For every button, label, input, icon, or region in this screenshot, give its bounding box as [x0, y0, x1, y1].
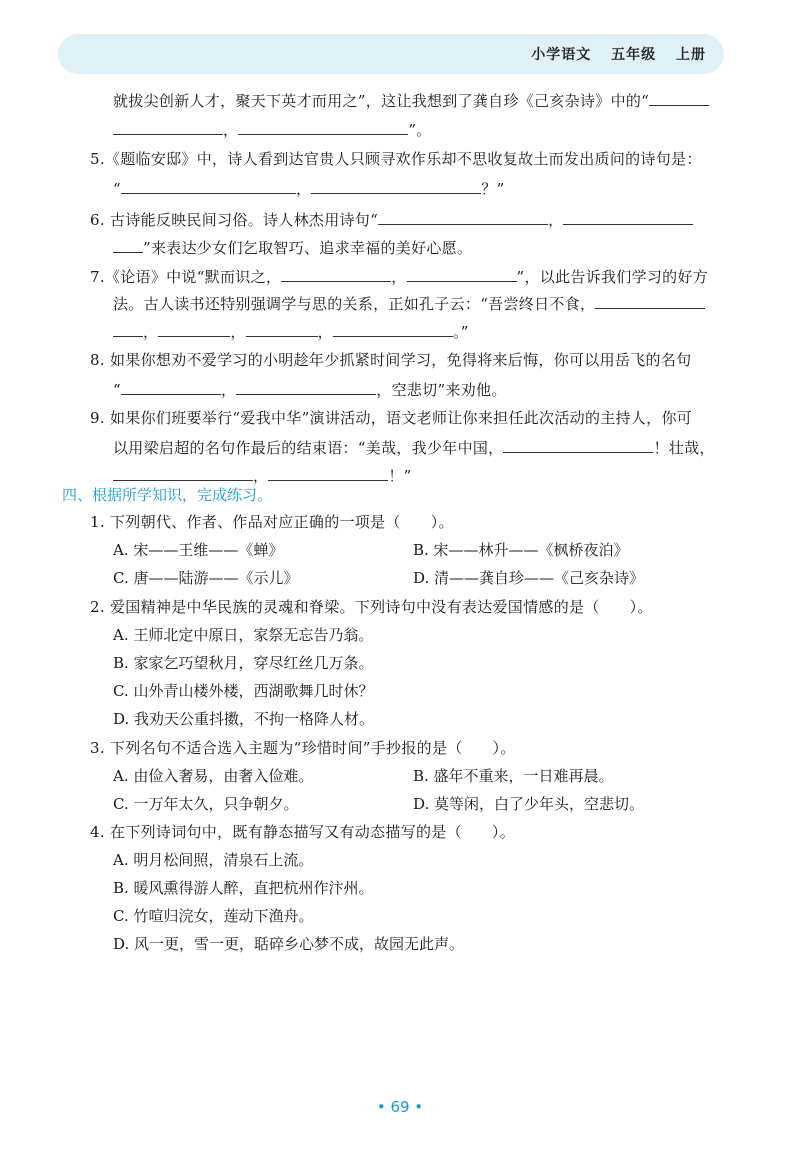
- question-number: 2.: [90, 598, 105, 616]
- fill-blank[interactable]: [595, 292, 705, 309]
- q7-line1: 7.《论语》中说“默而识之， ， ”，以此告诉我们学习的好方: [90, 265, 708, 287]
- option-a[interactable]: A. 由俭入奢易，由奢入俭难。: [113, 767, 314, 785]
- fill-blank[interactable]: [158, 320, 230, 337]
- option-b[interactable]: B. 家家乞巧望秋月，穿尽红丝几万条。: [113, 654, 374, 672]
- q5-line2: “ ， ？”: [113, 177, 505, 199]
- option-d[interactable]: D. 莫等闲，白了少年头，空悲切。: [413, 795, 645, 813]
- fill-blank[interactable]: [268, 464, 388, 481]
- q8-line1: 8. 如果你想劝不爱学习的小明趁年少抓紧时间学习，免得将来后悔，你可以用岳飞的名句: [90, 351, 692, 369]
- fill-blank[interactable]: [113, 320, 143, 337]
- header-grade: 五年级: [611, 47, 657, 63]
- fill-blank[interactable]: [113, 236, 143, 253]
- fill-blank[interactable]: [238, 118, 408, 135]
- q9-line1: 9. 如果你们班要举行“爱我中华”演讲活动，语文老师让你来担任此次活动的主持人，你可: [90, 409, 693, 427]
- question-number: 5.: [90, 150, 105, 168]
- fill-blank[interactable]: [407, 265, 517, 282]
- q4-cont-line1: 就拔尖创新人才，聚天下英才而用之”，这让我想到了龚自珍《己亥杂诗》中的“: [113, 89, 709, 111]
- option-d[interactable]: D. 风一更，雪一更，聒碎乡心梦不成，故园无此声。: [113, 935, 465, 953]
- fill-blank[interactable]: [503, 436, 653, 453]
- option-a[interactable]: A. 宋——王维——《蝉》: [113, 541, 284, 559]
- q7-line2: 法。古人读书还特别强调学与思的关系，正如孔子云：“吾尝终日不食，: [113, 292, 705, 314]
- q5-line1: 5.《题临安邸》中，诗人看到达官贵人只顾寻欢作乐却不思收复故土而发出质问的诗句是：: [90, 150, 702, 168]
- fill-blank[interactable]: [563, 208, 693, 225]
- q6-line1: 6. 古诗能反映民间习俗。诗人林杰用诗句“ ，: [90, 208, 693, 230]
- question-number: 4.: [90, 823, 105, 841]
- option-c[interactable]: C. 山外青山楼外楼，西湖歌舞几时休？: [113, 682, 374, 700]
- question-number: 1.: [90, 513, 105, 531]
- fill-blank[interactable]: [649, 89, 709, 106]
- header-subject: 小学语文: [531, 47, 592, 63]
- fill-blank[interactable]: [246, 320, 318, 337]
- option-b[interactable]: B. 暖风熏得游人醉，直把杭州作汴州。: [113, 879, 374, 897]
- option-a[interactable]: A. 王师北定中原日，家祭无忘告乃翁。: [113, 626, 374, 644]
- option-b[interactable]: B. 宋——林升——《枫桥夜泊》: [413, 541, 629, 559]
- q6-line2: ”来表达少女们乞取智巧、追求幸福的美好心愿。: [113, 236, 472, 258]
- option-b[interactable]: B. 盛年不重来，一日难再晨。: [413, 767, 614, 785]
- option-c[interactable]: C. 唐——陆游——《示儿》: [113, 569, 299, 587]
- q7-line3: ， ， ， 。”: [113, 320, 469, 342]
- page-number: • 69 •: [376, 1098, 424, 1116]
- option-c[interactable]: C. 一万年太久，只争朝夕。: [113, 795, 299, 813]
- q9-line2: 以用梁启超的名句作最后的结束语：“美哉，我少年中国， ！壮哉，: [113, 436, 715, 458]
- q4-cont-line2: ， ”。: [113, 118, 432, 140]
- fill-blank[interactable]: [121, 177, 296, 194]
- option-c[interactable]: C. 竹喧归浣女，莲动下渔舟。: [113, 907, 314, 925]
- option-d[interactable]: D. 清——龚自珍——《己亥杂诗》: [413, 569, 645, 587]
- header-title: [517, 44, 706, 64]
- question-number: 3.: [90, 739, 105, 757]
- question-number: 7.: [90, 268, 105, 286]
- mc-question-4: 4. 在下列诗词句中，既有静态描写又有动态描写的是（ ）。: [90, 823, 516, 841]
- fill-blank[interactable]: [121, 378, 221, 395]
- header-band: [58, 34, 724, 74]
- option-d[interactable]: D. 我劝天公重抖擞，不拘一格降人材。: [113, 710, 375, 728]
- mc-question-3: 3. 下列名句不适合选入主题为“珍惜时间”手抄报的是（ ）。: [90, 739, 516, 757]
- question-number: 9.: [90, 409, 105, 427]
- fill-blank[interactable]: [378, 208, 548, 225]
- option-a[interactable]: A. 明月松间照，清泉石上流。: [113, 851, 314, 869]
- section-title: 四、根据所学知识，完成练习。: [62, 486, 273, 504]
- q8-line2: “ ， ，空悲切”来劝他。: [113, 378, 507, 400]
- q9-line3: ， ！”: [113, 464, 412, 486]
- fill-blank[interactable]: [113, 118, 223, 135]
- fill-blank[interactable]: [281, 265, 391, 282]
- mc-question-1: 1. 下列朝代、作者、作品对应正确的一项是（ ）。: [90, 513, 454, 531]
- question-number: 8.: [90, 351, 105, 369]
- fill-blank[interactable]: [236, 378, 376, 395]
- fill-blank[interactable]: [333, 320, 453, 337]
- fill-blank[interactable]: [113, 464, 253, 481]
- mc-question-2: 2. 爱国精神是中华民族的灵魂和脊梁。下列诗句中没有表达爱国情感的是（ ）。: [90, 598, 653, 616]
- fill-blank[interactable]: [311, 177, 481, 194]
- header-volume: 上册: [676, 47, 706, 63]
- question-number: 6.: [90, 211, 105, 229]
